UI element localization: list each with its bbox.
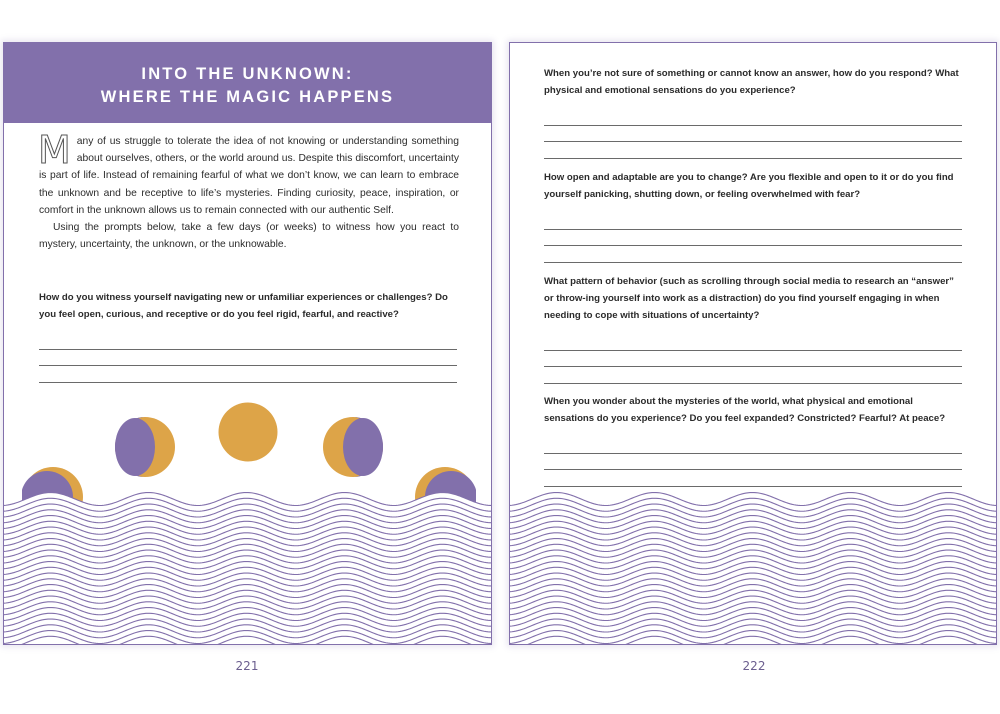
answer-line[interactable] (544, 351, 962, 368)
chapter-title-line-1: INTO THE UNKNOWN: (141, 65, 354, 83)
answer-line[interactable] (39, 350, 457, 367)
answer-line[interactable] (544, 470, 962, 487)
chapter-title-line-2: WHERE THE MAGIC HAPPENS (100, 88, 395, 106)
answer-line[interactable] (544, 437, 962, 454)
page-number-right: 222 (742, 659, 766, 673)
intro-paragraph-2: Using the prompts below, take a few days (or weeks) to witness how you react to mystery, uncertainty, the unknown, or the unknowable. (39, 222, 459, 251)
answer-line[interactable] (544, 126, 962, 143)
answer-line[interactable] (544, 246, 962, 263)
journal-prompt (544, 169, 962, 263)
wave-pattern-illustration (4, 491, 492, 645)
journal-prompt (39, 289, 457, 383)
intro-text (38, 128, 459, 253)
drop-cap: M (38, 128, 71, 172)
answer-lines (39, 333, 457, 383)
left-page (3, 42, 492, 645)
right-page (509, 42, 997, 645)
answer-line[interactable] (544, 454, 962, 471)
prompt-question: When you wonder about the mysteries of the world, what physical and emotional sensations do you experience? Do you feel expanded? Constricted? Fearful? At peace? (544, 396, 946, 424)
journal-prompt (544, 273, 962, 384)
intro-paragraph-1: any of us struggle to tolerate the idea of not knowing or understanding something about ourselves, others, or the world around us. Despite this discomfort, uncertainty is part of life. Instead of remaining fearful of what we don’t know, we can learn to embrace the unknown and be receptive to life’s mysteries. Finding curiosity, peace, inspiration, or comfort in the unknown allows us to remain connected with our authentic Self. (39, 136, 459, 216)
prompt-question: When you’re not sure of something or cannot know an answer, how do you respond? What physical and emotional sensations do you experience? (544, 68, 959, 96)
answer-line[interactable] (544, 334, 962, 351)
answer-line[interactable] (544, 213, 962, 230)
page-number-left: 221 (235, 659, 259, 673)
answer-lines (544, 109, 962, 159)
answer-line[interactable] (544, 230, 962, 247)
prompt-question: How do you witness yourself navigating new or unfamiliar experiences or challenges? Do you feel open, curious, and receptive or do you feel rigid, fearful, and reactive? (39, 292, 448, 320)
answer-lines (544, 334, 962, 384)
moon-gibbous-right-icon (322, 416, 384, 478)
prompt-question: What pattern of behavior (such as scrolling through social media to research an “answer” or throw-ing yourself into work as a distraction) do you find yourself engaging in when needing to cope with situations of uncertainty? (544, 276, 954, 321)
moon-gibbous-left-icon (114, 416, 176, 478)
journal-prompt (544, 393, 962, 487)
prompt-question: How open and adaptable are you to change? Are you flexible and open to it or do you find yourself panicking, shutting down, or feeling overwhelmed with fear? (544, 172, 954, 200)
answer-lines (544, 437, 962, 487)
answer-lines (544, 213, 962, 263)
answer-line[interactable] (39, 333, 457, 350)
chapter-header (4, 43, 491, 123)
answer-line[interactable] (544, 109, 962, 126)
full-moon-icon (218, 402, 278, 462)
journal-prompt (544, 65, 962, 159)
wave-pattern-illustration (510, 491, 997, 645)
answer-line[interactable] (544, 367, 962, 384)
answer-line[interactable] (544, 142, 962, 159)
answer-line[interactable] (39, 366, 457, 383)
